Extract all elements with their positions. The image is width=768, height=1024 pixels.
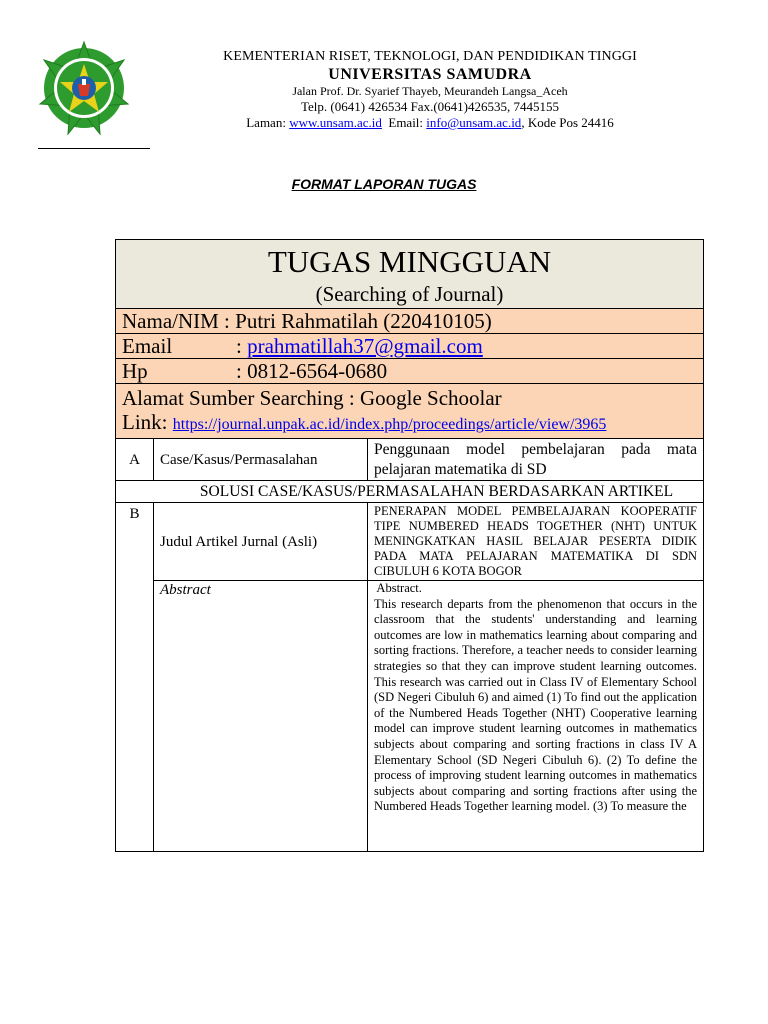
student-email-link[interactable]: prahmatillah37@gmail.com (247, 334, 483, 358)
email-row (116, 334, 704, 359)
row-a-letter: A (116, 439, 154, 481)
abstract-label: Abstract (154, 581, 368, 852)
logo-underline (38, 148, 150, 149)
judul-label: Judul Artikel Jurnal (Asli) (154, 503, 368, 581)
letterhead (150, 48, 710, 131)
link-label: Link: (122, 410, 173, 434)
universitas-samudra-logo (36, 38, 132, 144)
telephone: Telp. (0641) 426534 Fax.(0641)426535, 7445155 (301, 99, 559, 114)
abstract-cell (368, 581, 704, 852)
hp-row (116, 359, 704, 384)
email-label: Email: (381, 115, 427, 130)
email-link[interactable]: info@unsam.ac.id (426, 115, 522, 130)
abstract-text: This research departs from the phenomenon that occurs in the classroom that the students' understanding and learning outcomes are low in mathematics learning about comparing and sorting fractions. Therefore, a teacher needs to consider learning strategies so that they can improve student learning outcomes. This research was carried out in Class IV of Elementary School (SD Negeri Cibuluh 6) and aimed (1) To find out the application of the Numbered Heads Together (NHT) Cooperative learning model can improve student learning outcomes in mathematics subjects about comparing and sorting fractions in class IV A Elementary School (SD Negeri Cibuluh 6). (2) To define the process of improving student learning outcomes in mathematics subjects about comparing and sorting fractions after using the Numbered Heads Together learning model. (3) To measure the (374, 596, 698, 814)
alamat-row (116, 384, 704, 439)
journal-link[interactable]: https://journal.unpak.ac.id/index.php/proceedings/article/view/3965 (172, 416, 607, 433)
row-b-letter: B (116, 503, 154, 852)
email-sep: : (236, 334, 248, 358)
nama-row (116, 309, 704, 334)
university-name: UNIVERSITAS SAMUDRA (328, 66, 532, 83)
abstract-body (374, 581, 697, 851)
judul-value: PENERAPAN MODEL PEMBELAJARAN KOOPERATIF TIPE NUMBERED HEADS TOGETHER (NHT) UNTUK MENINGKATKAN HASIL BELAJAR PESERTA DIDIK PADA MATA PELAJARAN MATEMATIKA DI SDN CIBULUH 6 KOTA BOGOR (368, 503, 704, 581)
report-subtitle: (Searching of Journal) (315, 282, 504, 306)
solusi-heading: SOLUSI CASE/KASUS/PERMASALAHAN BERDASARKAN ARTIKEL (116, 481, 704, 503)
report-table (115, 239, 704, 852)
hp-value: : 0812-6564-0680 (236, 359, 388, 383)
website-link[interactable]: www.unsam.ac.id (289, 115, 382, 130)
contact-line (150, 115, 710, 131)
header-cell (116, 240, 704, 309)
row-a-value: Penggunaan model pembelajaran pada mata pelajaran matematika di SD (368, 439, 704, 481)
alamat-text: Alamat Sumber Searching : Google Schoolar (122, 386, 502, 410)
ministry-name: KEMENTERIAN RISET, TEKNOLOGI, DAN PENDIDIKAN TINGGI (223, 49, 637, 64)
address: Jalan Prof. Dr. Syarief Thayeb, Meurandeh Langsa_Aceh (292, 84, 568, 98)
report-title: TUGAS MINGGUAN (267, 244, 552, 279)
hp-label: Hp (122, 359, 148, 383)
email-field-label: Email (122, 334, 173, 358)
nama-label: Nama/NIM : (122, 309, 236, 333)
format-title: FORMAT LAPORAN TUGAS (291, 176, 477, 192)
abstract-heading: Abstract. (374, 581, 422, 595)
laman-label: Laman: (246, 115, 290, 130)
postcode: , Kode Pos 24416 (521, 115, 614, 130)
row-a-label: Case/Kasus/Permasalahan (154, 439, 368, 481)
nama-value: Putri Rahmatilah (220410105) (235, 309, 492, 333)
